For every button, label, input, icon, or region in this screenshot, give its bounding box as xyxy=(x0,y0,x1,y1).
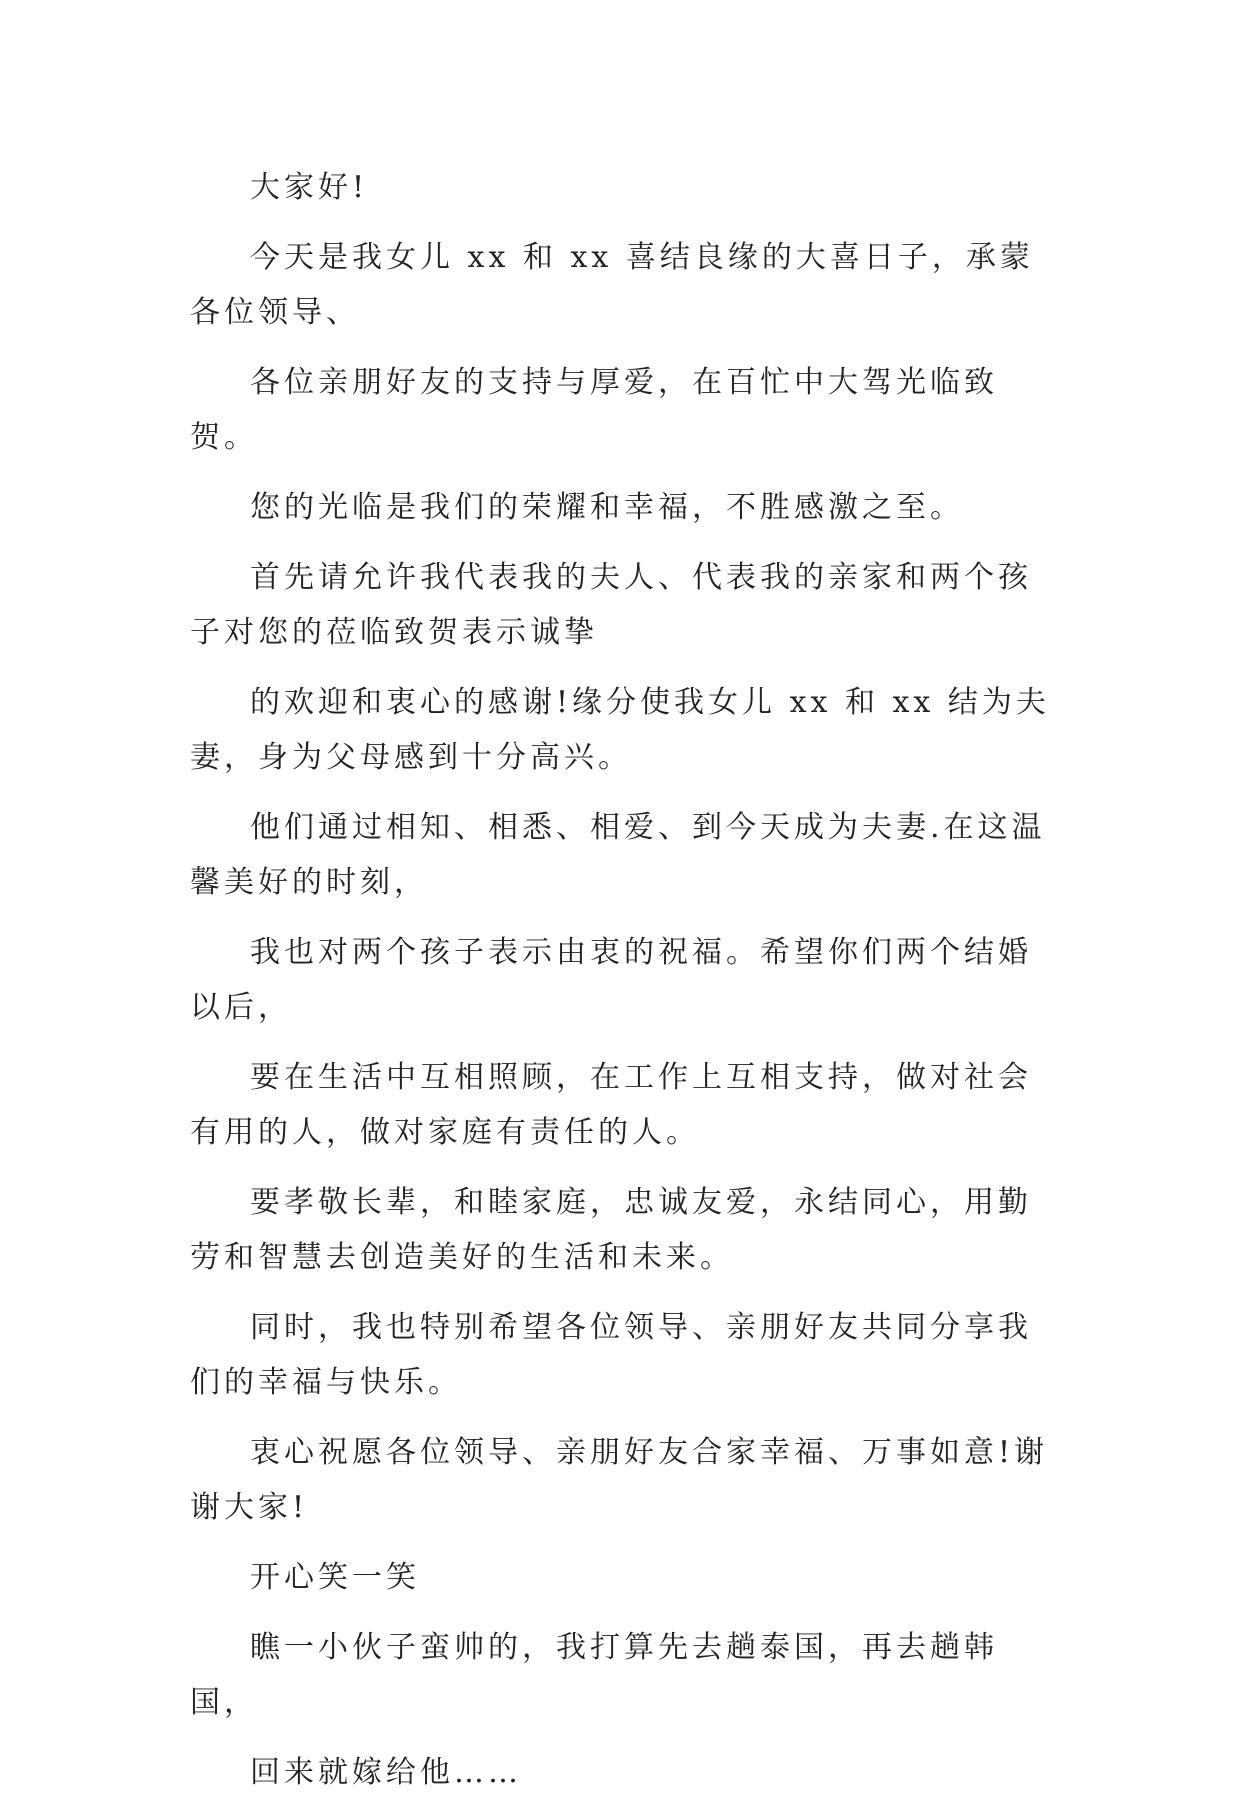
joke-paragraph: 回来就嫁给他…… xyxy=(250,1755,522,1790)
paragraph: 首先请允许我代表我的夫人、代表我的亲家和两个孩子对您的莅临致贺表示诚挚 xyxy=(190,560,1032,650)
paragraph: 他们通过相知、相悉、相爱、到今天成为夫妻.在这温馨美好的时刻， xyxy=(190,810,1046,900)
paragraph: 我也对两个孩子表示由衷的祝福。希望你们两个结婚以后， xyxy=(190,935,1032,1025)
paragraph: 各位亲朋好友的支持与厚爱，在百忙中大驾光临致贺。 xyxy=(190,365,998,455)
paragraph: 的欢迎和衷心的感谢!缘分使我女儿 xx 和 xx 结为夫妻，身为父母感到十分高兴。 xyxy=(190,685,1050,775)
greeting-paragraph: 大家好! xyxy=(250,170,369,205)
paragraph: 您的光临是我们的荣耀和幸福，不胜感激之至。 xyxy=(250,490,964,525)
paragraph: 要在生活中互相照顾，在工作上互相支持，做对社会有用的人，做对家庭有责任的人。 xyxy=(190,1060,1032,1150)
paragraph: 要孝敬长辈，和睦家庭，忠诚友爱，永结同心，用勤劳和智慧去创造美好的生活和未来。 xyxy=(190,1185,1032,1275)
paragraph: 同时，我也特别希望各位领导、亲朋好友共同分享我们的幸福与快乐。 xyxy=(190,1310,1032,1400)
joke-paragraph: 瞧一小伙子蛮帅的，我打算先去趟泰国，再去趟韩国， xyxy=(190,1630,998,1720)
paragraph: 今天是我女儿 xx 和 xx 喜结良缘的大喜日子，承蒙各位领导、 xyxy=(190,240,1034,330)
paragraph: 衷心祝愿各位领导、亲朋好友合家幸福、万事如意!谢谢大家! xyxy=(190,1435,1049,1525)
joke-heading: 开心笑一笑 xyxy=(250,1560,420,1595)
document-body xyxy=(190,160,1060,1815)
